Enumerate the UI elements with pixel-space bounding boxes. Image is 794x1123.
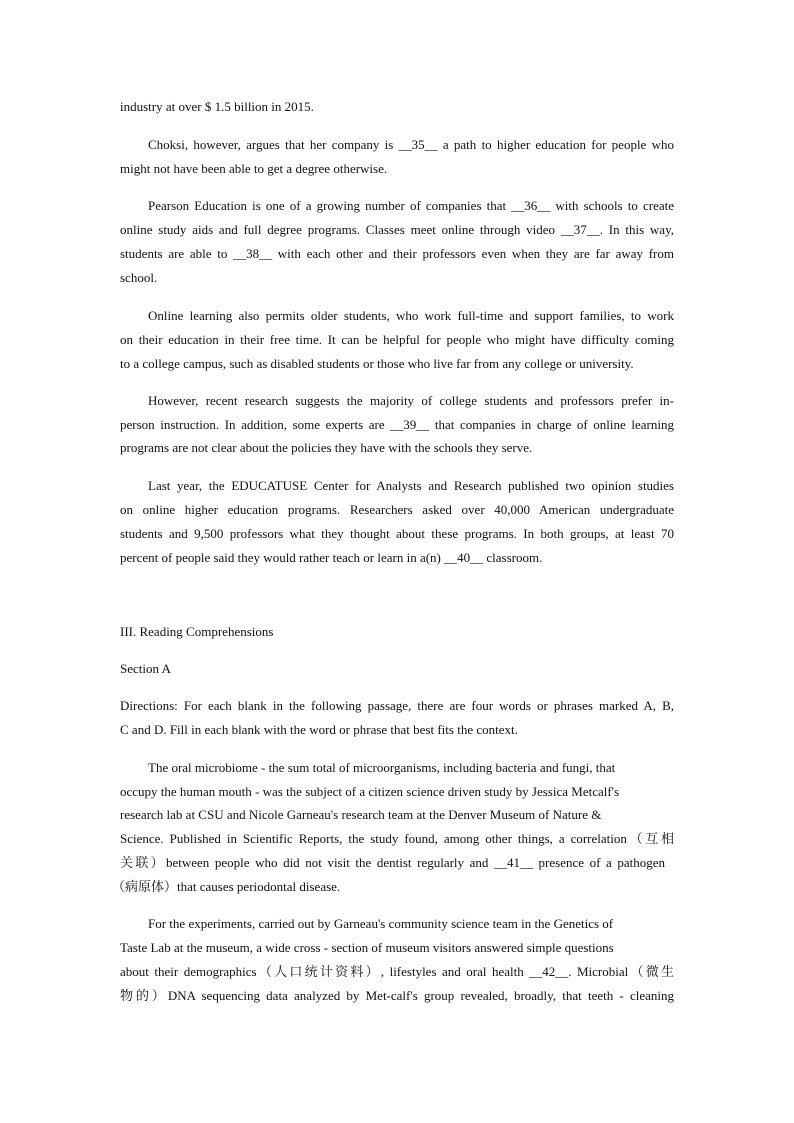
paragraph-line: students are able to __38__ with each other and their professors even when they are far away from xyxy=(120,246,674,261)
paragraph-line: research lab at CSU and Nicole Garneau's research team at the Denver Museum of Nature & xyxy=(120,807,602,822)
paragraph-line: school. xyxy=(120,270,158,285)
paragraph-line: For the experiments, carried out by Garneau's community science team in the Genetics of xyxy=(148,916,614,931)
paragraph-line: Online learning also permits older students, who work full-time and support families, to work xyxy=(148,308,674,323)
directions-line: Directions: For each blank in the following passage, there are four words or phrases marked A, B, xyxy=(120,698,674,713)
paragraph-line: occupy the human mouth - was the subject of a citizen science driven study by Jessica Metcalf's xyxy=(120,784,620,799)
paragraph-line: on their education in their free time. It can be helpful for people who might have difficulty coming xyxy=(120,332,674,347)
paragraph-line: percent of people said they would rather teach or learn in a(n) __40__ classroom. xyxy=(120,550,543,565)
paragraph-line: programs are not clear about the policies they have with the schools they serve. xyxy=(120,440,533,455)
paragraph-line: Taste Lab at the museum, a wide cross - section of museum visitors answered simple questions xyxy=(120,940,614,955)
paragraph-line: industry at over $ 1.5 billion in 2015. xyxy=(120,99,314,114)
paragraph-line: Pearson Education is one of a growing number of companies that __36__ with schools to create xyxy=(148,198,674,213)
paragraph-line: 物的）DNA sequencing data analyzed by Met-calf's group revealed, broadly, that teeth - cleaning xyxy=(120,988,674,1003)
paragraph-line: students and 9,500 professors what they thought about these programs. In both groups, at least 70 xyxy=(120,526,674,541)
paragraph-line: （病原体）that causes periodontal disease. xyxy=(112,879,341,894)
paragraph-line: about their demographics（人口统计资料）, lifestyles and oral health __42__. Microbial（微生 xyxy=(120,964,674,979)
paragraph-line: person instruction. In addition, some experts are __39__ that companies in charge of online learning xyxy=(120,417,674,432)
paragraph-line: Last year, the EDUCATUSE Center for Analysts and Research published two opinion studies xyxy=(148,478,674,493)
paragraph-line: Science. Published in Scientific Reports, the study found, among other things, a correlation（互相 xyxy=(120,831,674,846)
paragraph-line: 关联）between people who did not visit the dentist regularly and __41__ presence of a pathogen xyxy=(120,855,665,870)
paragraph-line: online study aids and full degree programs. Classes meet online through video __37__. In this way, xyxy=(120,222,674,237)
paragraph-line: The oral microbiome - the sum total of microorganisms, including bacteria and fungi, that xyxy=(148,760,616,775)
paragraph-line: Choksi, however, argues that her company is __35__ a path to higher education for people who xyxy=(148,137,674,152)
paragraph-line: on online higher education programs. Researchers asked over 40,000 American undergraduate xyxy=(120,502,674,517)
paragraph-line: However, recent research suggests the majority of college students and professors prefer in- xyxy=(148,393,674,408)
directions-line: C and D. Fill in each blank with the word or phrase that best fits the context. xyxy=(120,722,518,737)
section-heading: III. Reading Comprehensions xyxy=(120,624,274,639)
paragraph-line: to a college campus, such as disabled students or those who live far from any college or university. xyxy=(120,356,634,371)
paragraph-line: might not have been able to get a degree otherwise. xyxy=(120,161,388,176)
section-subheading: Section A xyxy=(120,661,171,676)
